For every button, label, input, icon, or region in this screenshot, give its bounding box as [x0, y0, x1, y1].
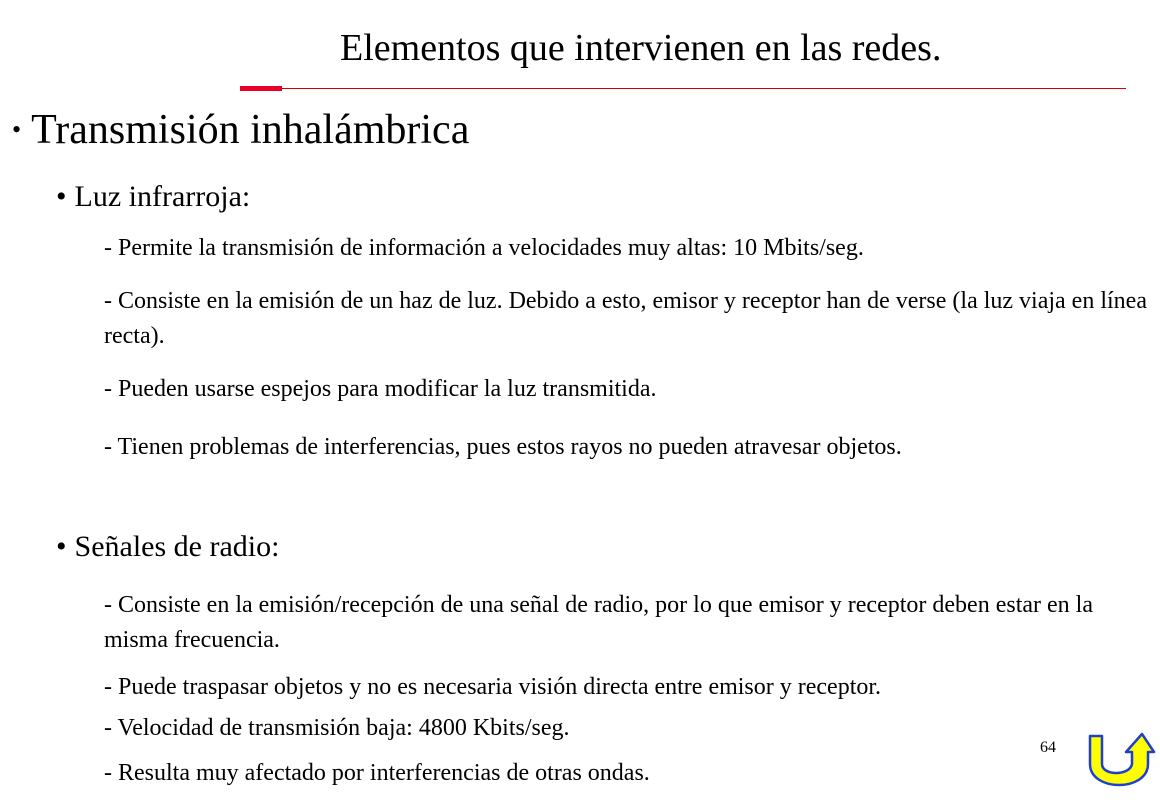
list-item: - Puede traspasar objetos y no es necesaria visión directa entre emisor y receptor. [104, 674, 882, 700]
list-item: - Consiste en la emisión de un haz de luz. Debido a esto, emisor y receptor han de verse (la luz viaja en línea recta). [104, 288, 1147, 349]
title-accent-bar [240, 86, 282, 91]
list-item: - Velocidad de transmisión baja: 4800 Kbits/seg. [104, 715, 570, 741]
section-label-text: Luz infrarroja: [74, 180, 251, 213]
section-label-radio [56, 529, 279, 565]
list-item: - Permite la transmisión de información a velocidades muy altas: 10 Mbits/seg. [104, 235, 864, 261]
list-item: - Pueden usarse espejos para modificar la luz transmitida. [104, 376, 657, 402]
list-item: - Resulta muy afectado por interferencias de otras ondas. [104, 760, 650, 786]
section-bullet: • [56, 530, 67, 563]
page-number: 64 [1040, 739, 1056, 756]
main-heading [12, 106, 469, 154]
return-arrow-icon[interactable] [1086, 730, 1156, 792]
title-underline [240, 88, 1126, 89]
slide-title: Elementos que intervienen en las redes. [340, 27, 942, 69]
section-label-infrared [56, 179, 250, 215]
heading-text: Transmisión inhalámbrica [31, 107, 470, 153]
section-label-text: Señales de radio: [74, 530, 280, 563]
list-item: - Consiste en la emisión/recepción de una señal de radio, por lo que emisor y receptor deben estar en la misma frecuencia. [104, 592, 1093, 653]
section-bullet: • [56, 180, 67, 213]
heading-bullet: • [12, 115, 22, 144]
list-item: - Tienen problemas de interferencias, pues estos rayos no pueden atravesar objetos. [104, 434, 902, 460]
